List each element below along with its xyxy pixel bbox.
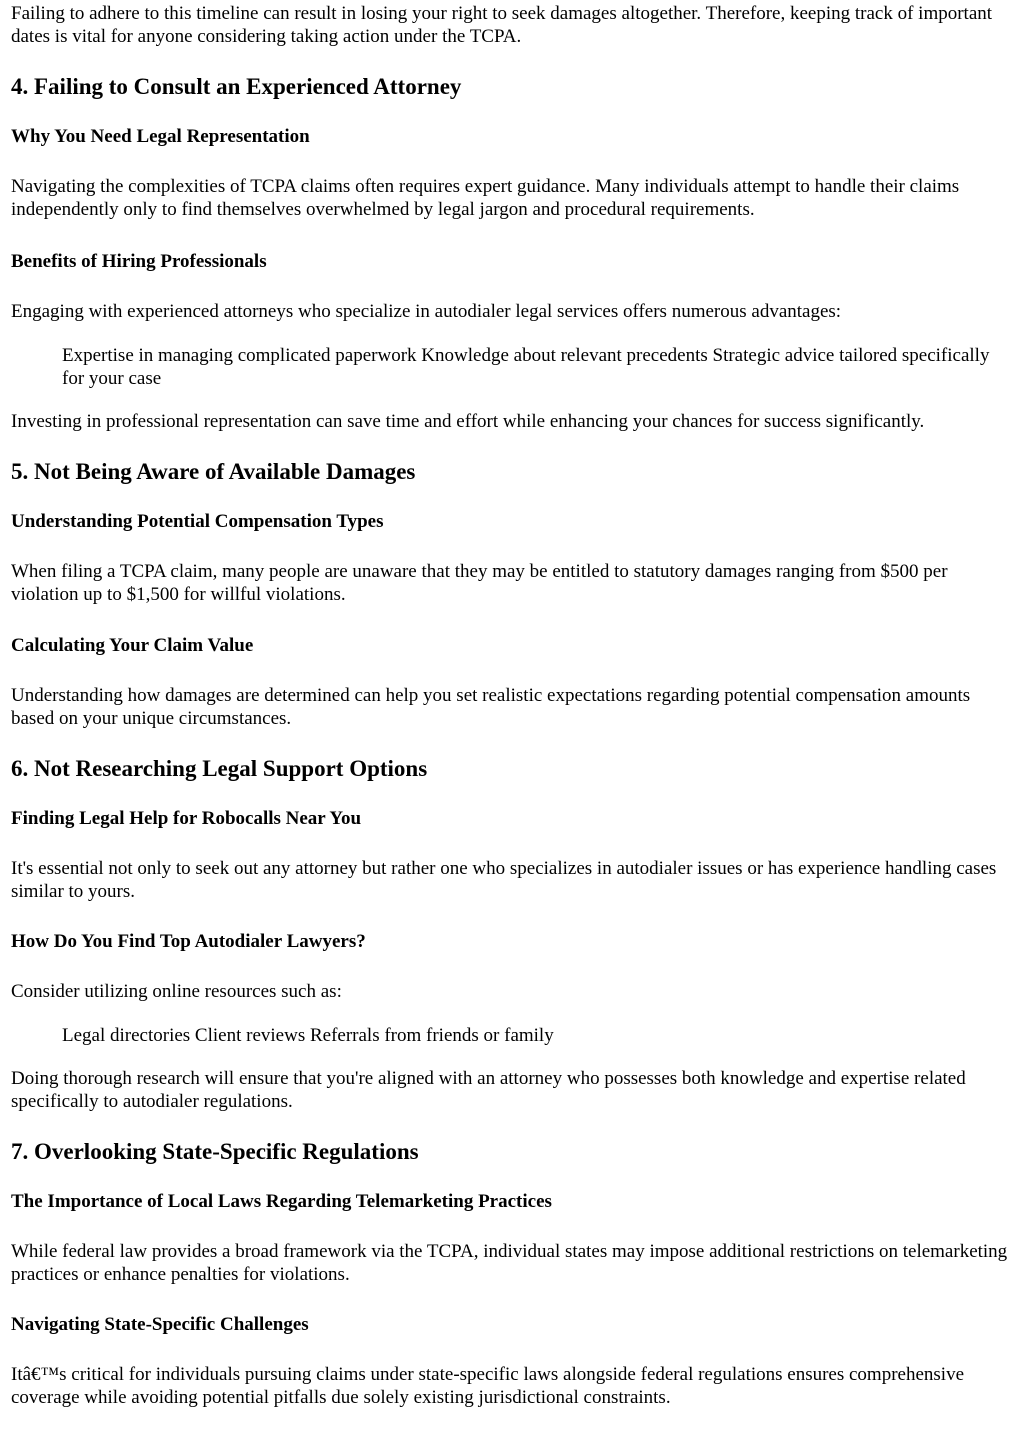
section-6-resources-list: Legal directories Client reviews Referrals from friends or family bbox=[62, 1025, 554, 1046]
section-6-closing-paragraph: Doing thorough research will ensure that you're aligned with an attorney who possesses both knowledge and expertise related specifically to autodialer regulations. bbox=[11, 1068, 966, 1112]
section-5-paragraph-expectations: Understanding how damages are determined can help you set realistic expectations regarding potential compensation amounts based on your unique circumstances. bbox=[11, 685, 971, 729]
section-5-heading: 5. Not Being Aware of Available Damages bbox=[11, 459, 416, 484]
section-5-subheading-claim-value: Calculating Your Claim Value bbox=[11, 635, 254, 656]
section-6-heading: 6. Not Researching Legal Support Options bbox=[11, 756, 428, 781]
section-7-paragraph-coverage: Itâ€™s critical for individuals pursuing claims under state-specific laws alongside federal regulations ensures comprehensive coverage while avoiding potential pitfalls due solely existing jurisdictional constraints. bbox=[11, 1364, 965, 1408]
section-6-subheading-find-lawyers: How Do You Find Top Autodialer Lawyers? bbox=[11, 931, 366, 952]
intro-paragraph: Failing to adhere to this timeline can result in losing your right to seek damages altogether. Therefore, keeping track of important dates is vital for anyone considering taking action under the TCPA. bbox=[11, 3, 993, 47]
section-6-paragraph-specialist: It's essential not only to seek out any attorney but rather one who specializes in autodialer issues or has experience handling cases similar to yours. bbox=[11, 858, 997, 902]
section-7-subheading-local-laws: The Importance of Local Laws Regarding Telemarketing Practices bbox=[11, 1191, 552, 1212]
section-4-paragraph-advantages: Engaging with experienced attorneys who specialize in autodialer legal services offers numerous advantages: bbox=[11, 301, 842, 322]
section-4-closing-paragraph: Investing in professional representation can save time and effort while enhancing your chances for success significantly. bbox=[11, 411, 925, 432]
section-7-heading: 7. Overlooking State-Specific Regulations bbox=[11, 1139, 419, 1164]
section-6-subheading-robocalls: Finding Legal Help for Robocalls Near You bbox=[11, 808, 362, 829]
section-4-paragraph-complexities: Navigating the complexities of TCPA claims often requires expert guidance. Many individuals attempt to handle their claims independently only to find themselves overwhelmed by legal jargon and procedural requirements. bbox=[11, 176, 960, 220]
section-6-paragraph-resources: Consider utilizing online resources such as: bbox=[11, 981, 342, 1002]
section-7-subheading-state-challenges: Navigating State-Specific Challenges bbox=[11, 1314, 309, 1335]
section-5-paragraph-statutory-damages: When filing a TCPA claim, many people are unaware that they may be entitled to statutory damages ranging from $500 per violation up to $1,500 for willful violations. bbox=[11, 561, 948, 605]
article-body bbox=[11, 0, 1011, 1409]
section-4-subheading-why-representation: Why You Need Legal Representation bbox=[11, 126, 310, 147]
section-4-heading: 4. Failing to Consult an Experienced Attorney bbox=[11, 74, 462, 99]
section-7-paragraph-federal-framework: While federal law provides a broad framework via the TCPA, individual states may impose additional restrictions on telemarketing practices or enhance penalties for violations. bbox=[11, 1241, 1008, 1285]
section-5-subheading-compensation: Understanding Potential Compensation Types bbox=[11, 511, 384, 532]
section-4-advantages-list: Expertise in managing complicated paperwork Knowledge about relevant precedents Strategic advice tailored specifically for your case bbox=[62, 345, 990, 389]
section-4-subheading-benefits: Benefits of Hiring Professionals bbox=[11, 251, 267, 272]
